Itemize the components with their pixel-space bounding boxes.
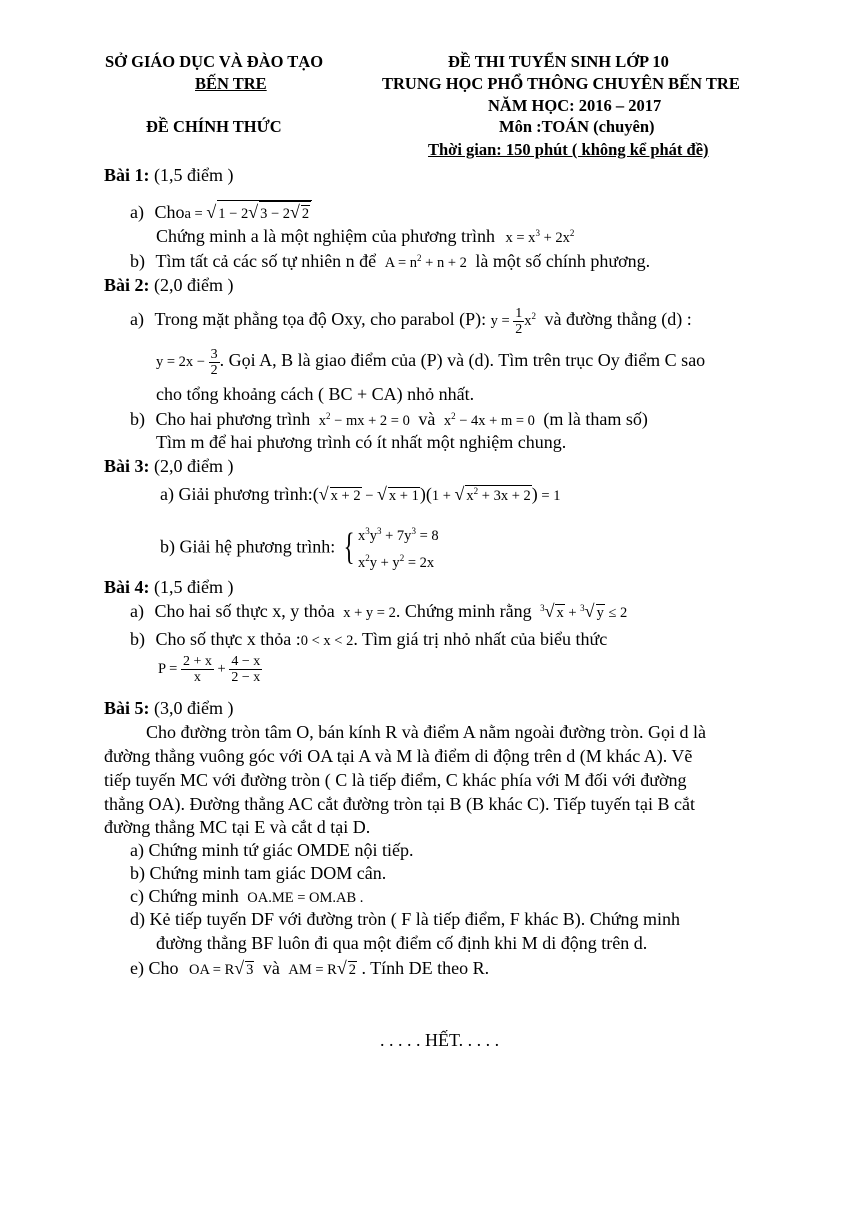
bai2-eq2: $x^2 - 4x + m = 0$ xyxy=(443,411,535,429)
bai1-title: Bài 1: xyxy=(104,165,150,185)
bai5-e-text1: e) Cho xyxy=(130,958,179,978)
bai4-points: (1,5 điểm ) xyxy=(154,577,234,597)
bai5-intro-3: tiếp tuyến MC với đường tròn ( C là tiếp điểm, C khác phía với M đối với đường xyxy=(104,770,687,790)
bai1-b-formula: $A = n^2 + n + 2$ xyxy=(384,253,467,271)
bai5-b: b) Chứng minh tam giác DOM cân. xyxy=(130,863,387,883)
school-year: NĂM HỌC: 2016 – 2017 xyxy=(488,96,662,115)
end-marker: . . . . . HẾT. . . . . xyxy=(380,1030,500,1050)
bai1-a-equation: $x = x^3 + 2x^2$ xyxy=(505,228,575,246)
school-name: TRUNG HỌC PHỔ THÔNG CHUYÊN BẾN TRE xyxy=(382,74,740,93)
bai1-heading xyxy=(104,165,234,186)
bai3-a xyxy=(160,484,560,505)
official-label: ĐỀ CHÍNH THỨC xyxy=(146,117,282,136)
bai3-b xyxy=(160,520,439,574)
bai5-heading xyxy=(104,698,234,719)
bai4-a xyxy=(130,601,627,622)
bai5-e-text3: . Tính DE theo R. xyxy=(361,958,490,978)
bai4-a-label: a) xyxy=(130,601,144,621)
bai4-a-text1: Cho hai số thực x, y thỏa xyxy=(154,601,335,621)
bai1-a xyxy=(130,200,312,223)
bai3-b-text: b) Giải hệ phương trình: xyxy=(160,536,336,557)
bai3-a-text: a) Giải phương trình: xyxy=(160,484,313,504)
bai2-a-text1: Trong mặt phẳng tọa độ Oxy, cho parabol (P): xyxy=(154,308,487,329)
bai1-b-text2: là một số chính phương. xyxy=(475,251,651,271)
bai5-intro-5: đường thẳng MC tại E và cắt d tại D. xyxy=(104,817,371,837)
bai2-a xyxy=(130,298,692,339)
bai4-inequality: $^3$√ x + $^3$√ y ≤ 2 xyxy=(540,601,628,621)
dept-name: SỞ GIÁO DỤC VÀ ĐÀO TẠO xyxy=(105,52,324,71)
bai1-a-text: Cho xyxy=(154,202,185,222)
bai1-a-label: a) xyxy=(130,202,144,222)
bai2-b xyxy=(130,409,648,430)
bai3-title: Bài 3: xyxy=(104,456,150,476)
bai2-a-text3: . Gọi A, B là giao điểm của (P) và (d). Tìm trên trục Oy điểm C sao xyxy=(219,350,706,370)
bai5-c xyxy=(130,886,363,907)
bai4-b-label: b) xyxy=(130,629,145,649)
bai2-points: (2,0 điểm ) xyxy=(154,275,234,295)
exam-title: ĐỀ THI TUYỂN SINH LỚP 10 xyxy=(448,52,669,71)
bai2-b-text2: và xyxy=(418,409,436,429)
bai5-e xyxy=(130,958,489,979)
bai2-b-label: b) xyxy=(130,409,145,429)
bai1-a-formula: a = √ 1 − 2√ 3 − 2√ 2 xyxy=(185,206,313,222)
bai1-b xyxy=(130,251,650,272)
bai5-a: a) Chứng minh tứ giác OMDE nội tiếp. xyxy=(130,840,414,860)
duration: Thời gian: 150 phút ( không kể phát đề) xyxy=(428,140,709,159)
bai5-intro-1: Cho đường tròn tâm O, bán kính R và điểm A nằm ngoài đường tròn. Gọi d là xyxy=(146,722,706,742)
bai1-a-line2-text: Chứng minh a là một nghiệm của phương trình xyxy=(156,226,495,246)
bai2-b-text1: Cho hai phương trình xyxy=(155,409,311,429)
bai2-heading xyxy=(104,275,234,296)
bai5-points: (3,0 điểm ) xyxy=(154,698,234,718)
bai5-e-am: AM = R√ 2 xyxy=(288,958,356,978)
bai5-e-text2: và xyxy=(262,958,280,978)
bai5-title: Bài 5: xyxy=(104,698,150,718)
bai1-b-text1: Tìm tất cả các số tự nhiên n để xyxy=(155,251,377,271)
bai2-line-d: y = 2x − $\frac{3}{2}$ xyxy=(156,347,218,379)
system-brace: { xyxy=(343,525,355,568)
subject: Môn :TOÁN (chuyên) xyxy=(499,117,655,136)
bai5-intro-2: đường thẳng vuông góc với OA tại A và M là điểm di động trên d (M khác A). Vẽ xyxy=(104,746,693,766)
bai5-e-oa: OA = R√ 3 xyxy=(189,958,254,978)
bai3-heading xyxy=(104,456,234,477)
bai2-a-text2: và đường thẳng (d) : xyxy=(544,308,692,329)
bai2-b-line2: Tìm m để hai phương trình có ít nhất một nghiệm chung. xyxy=(156,432,567,452)
bai2-a-line3: cho tổng khoảng cách ( BC + CA) nhỏ nhất. xyxy=(156,384,475,404)
bai4-heading xyxy=(104,577,234,598)
bai4-b-text2: . Tìm giá trị nhỏ nhất của biểu thức xyxy=(353,629,608,649)
bai2-eq1: $x^2$ − mx + 2 = 0 xyxy=(318,411,410,429)
bai5-intro-4: thẳng OA). Đường thẳng AC cắt đường tròn tại B (B khác C). Tiếp tuyến tại B cắt xyxy=(104,794,695,814)
bai5-d-1: d) Kẻ tiếp tuyến DF với đường tròn ( F là tiếp điểm, F khác B). Chứng minh xyxy=(130,909,680,929)
province-name: BẾN TRE xyxy=(195,74,267,93)
bai1-points: (1,5 điểm ) xyxy=(154,165,234,185)
bai1-a-line2 xyxy=(156,226,574,247)
bai4-a-text2: . Chứng minh rằng xyxy=(395,601,532,621)
bai2-a-label: a) xyxy=(130,308,144,329)
bai3-points: (2,0 điểm ) xyxy=(154,456,234,476)
bai5-c-formula: OA.ME = OM.AB . xyxy=(247,890,364,906)
bai3-system: $x^3y^3 + 7y^3 = 8$ $x^2y + y^2 = 2x$ xyxy=(358,526,439,571)
bai2-a-line2 xyxy=(156,342,705,380)
bai2-b-text3: (m là tham số) xyxy=(543,409,648,429)
bai4-condition: x + y = 2 xyxy=(343,605,396,621)
bai4-expression: P = $\frac{2 + x}{x}$ + $\frac{4 - x}{2 - x}$ xyxy=(158,654,261,685)
bai2-title: Bài 2: xyxy=(104,275,150,295)
bai3-a-equation: (√ x + 2 − √ x + 1)(1 + √ $x^2 + 3x + 2) = 1$ xyxy=(312,484,561,504)
bai1-b-label: b) xyxy=(130,251,145,271)
bai4-title: Bài 4: xyxy=(104,577,150,597)
bai4-b-range: 0 < x < 2 xyxy=(300,633,354,649)
bai2-parabol: y = $\frac{1}{2}$ $x^2$ xyxy=(490,306,537,337)
bai5-d-2: đường thẳng BF luôn đi qua một điểm cố định khi M di động trên d. xyxy=(156,933,648,953)
bai5-c-text: c) Chứng minh xyxy=(130,886,239,906)
bai4-b-text1: Cho số thực x thỏa : xyxy=(155,629,301,649)
bai4-b xyxy=(130,629,607,650)
